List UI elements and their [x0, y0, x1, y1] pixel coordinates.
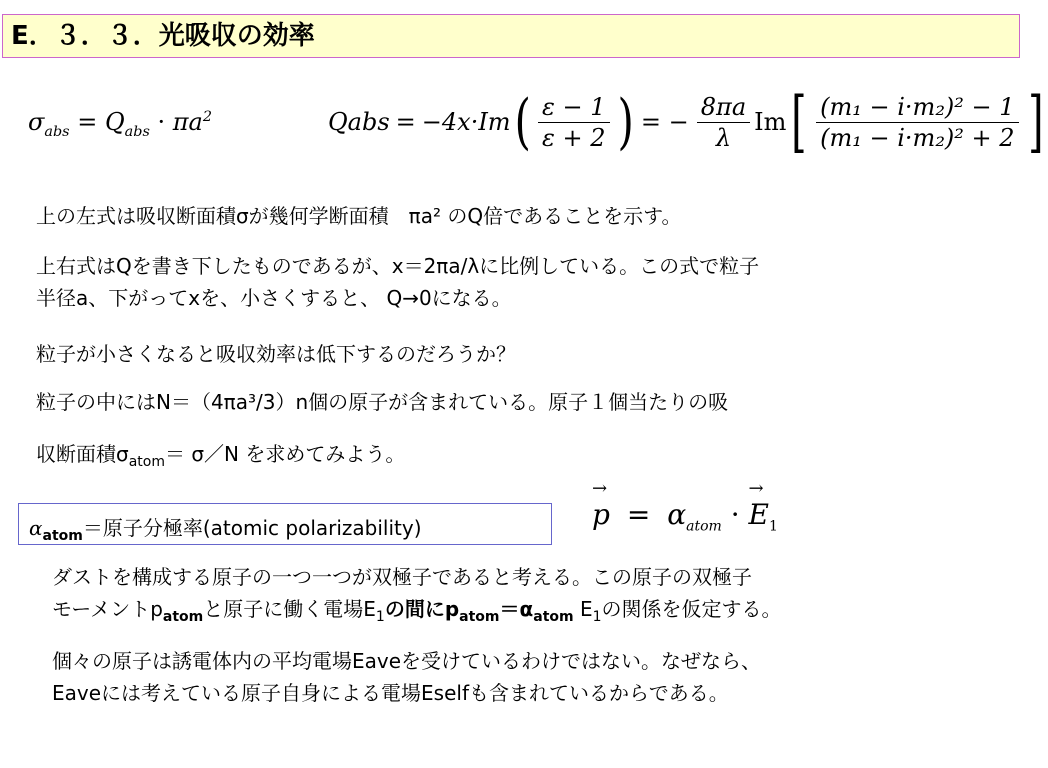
definition-text: ＝原子分極率(atomic polarizability) — [82, 516, 422, 540]
fraction-denominator: ε + 2 — [541, 123, 606, 152]
equation-dipole — [592, 498, 778, 535]
fraction-epsilon — [538, 92, 610, 153]
paragraph-2-line-2: 半径a、下がってxを、小さくすると、 Q→0になる。 — [36, 286, 512, 310]
paragraph-4-line-1: 粒子の中にはN＝（4πa³/3）n個の原子が含まれている。原子１個当たりの吸 — [36, 390, 729, 414]
polarizability-definition — [29, 512, 422, 544]
fraction-numerator: 8πa — [697, 92, 750, 123]
slide-title: E．３．３．光吸収の効率 — [11, 21, 315, 51]
dot-operator: · — [157, 108, 166, 136]
atom-subscript: atom — [686, 518, 722, 535]
e-subscript: 1 — [769, 518, 778, 535]
definition-box — [18, 503, 552, 545]
im-operator: Im — [754, 108, 787, 136]
equals-sign: = — [395, 108, 416, 136]
bottom-paragraph-1-line-2: モーメント$p_{atom}$と原子に働く電場$E_1$の間に$p_{atom}=\alpha_{atom}$ $E_1$の関係を仮定する。 — [52, 597, 782, 625]
bottom-paragraph-1-line-1: ダストを構成する原子の一つ一つが双極子であると考える。この原子の双極子 — [52, 565, 752, 589]
equation-efficiency — [328, 82, 1048, 162]
coefficient-term: −4x·Im — [421, 108, 511, 136]
fraction-numerator: (m₁ − i·m₂)² − 1 — [816, 92, 1018, 123]
paragraph-4-line-2: 収断面積$\sigma_{atom}=$ σ／N を求めてみよう。 — [36, 442, 406, 470]
alpha-symbol: α — [29, 516, 43, 540]
qabs-term: Qabs — [328, 108, 390, 136]
right-paren: ) — [617, 87, 634, 157]
e-vector: → E — [749, 498, 769, 531]
q-symbol: Q — [104, 108, 125, 136]
paragraph-2-line-1: 上右式はQを書き下したものであるが、x＝2πa/λに比例している。この式で粒子 — [36, 254, 760, 278]
left-bracket: [ — [791, 83, 807, 160]
paragraph-3: 粒子が小さくなると吸収効率は低下するのだろうか？ — [36, 342, 516, 366]
q-subscript: abs — [124, 123, 150, 140]
fraction-numerator: ε − 1 — [538, 92, 610, 123]
title-bar — [2, 14, 1020, 58]
left-paren: ( — [514, 87, 531, 157]
equals-sign: = — [626, 498, 651, 531]
p-vector: → p — [592, 498, 610, 531]
fraction-refractive — [816, 92, 1018, 153]
equals-sign: = — [77, 108, 98, 136]
fraction-denominator: (m₁ − i·m₂)² + 2 — [820, 123, 1015, 152]
atom-subscript: atom — [42, 528, 83, 544]
fraction-8pia — [697, 92, 750, 153]
equation-cross-section — [28, 108, 212, 140]
exponent: 2 — [202, 109, 213, 125]
paragraph-1: 上の左式は吸収断面積σが幾何学断面積 πa² のQ倍であることを示す。 — [36, 204, 682, 228]
bottom-paragraph-2-line-1: 個々の原子は誘電体内の平均電場Eaveを受けているわけではない。なぜなら、 — [52, 649, 762, 673]
equals-minus: = − — [640, 108, 689, 136]
abs-subscript: abs — [44, 123, 70, 140]
alpha-symbol: α — [667, 498, 687, 531]
dot-operator: · — [730, 498, 740, 531]
sigma-symbol: σ — [28, 108, 45, 136]
bottom-paragraph-2-line-2: Eaveには考えている原子自身による電場Eselfも含まれているからである。 — [52, 681, 729, 705]
pi-a-term: πa — [172, 108, 203, 136]
right-bracket: ] — [1027, 83, 1044, 160]
fraction-denominator: λ — [715, 123, 732, 152]
